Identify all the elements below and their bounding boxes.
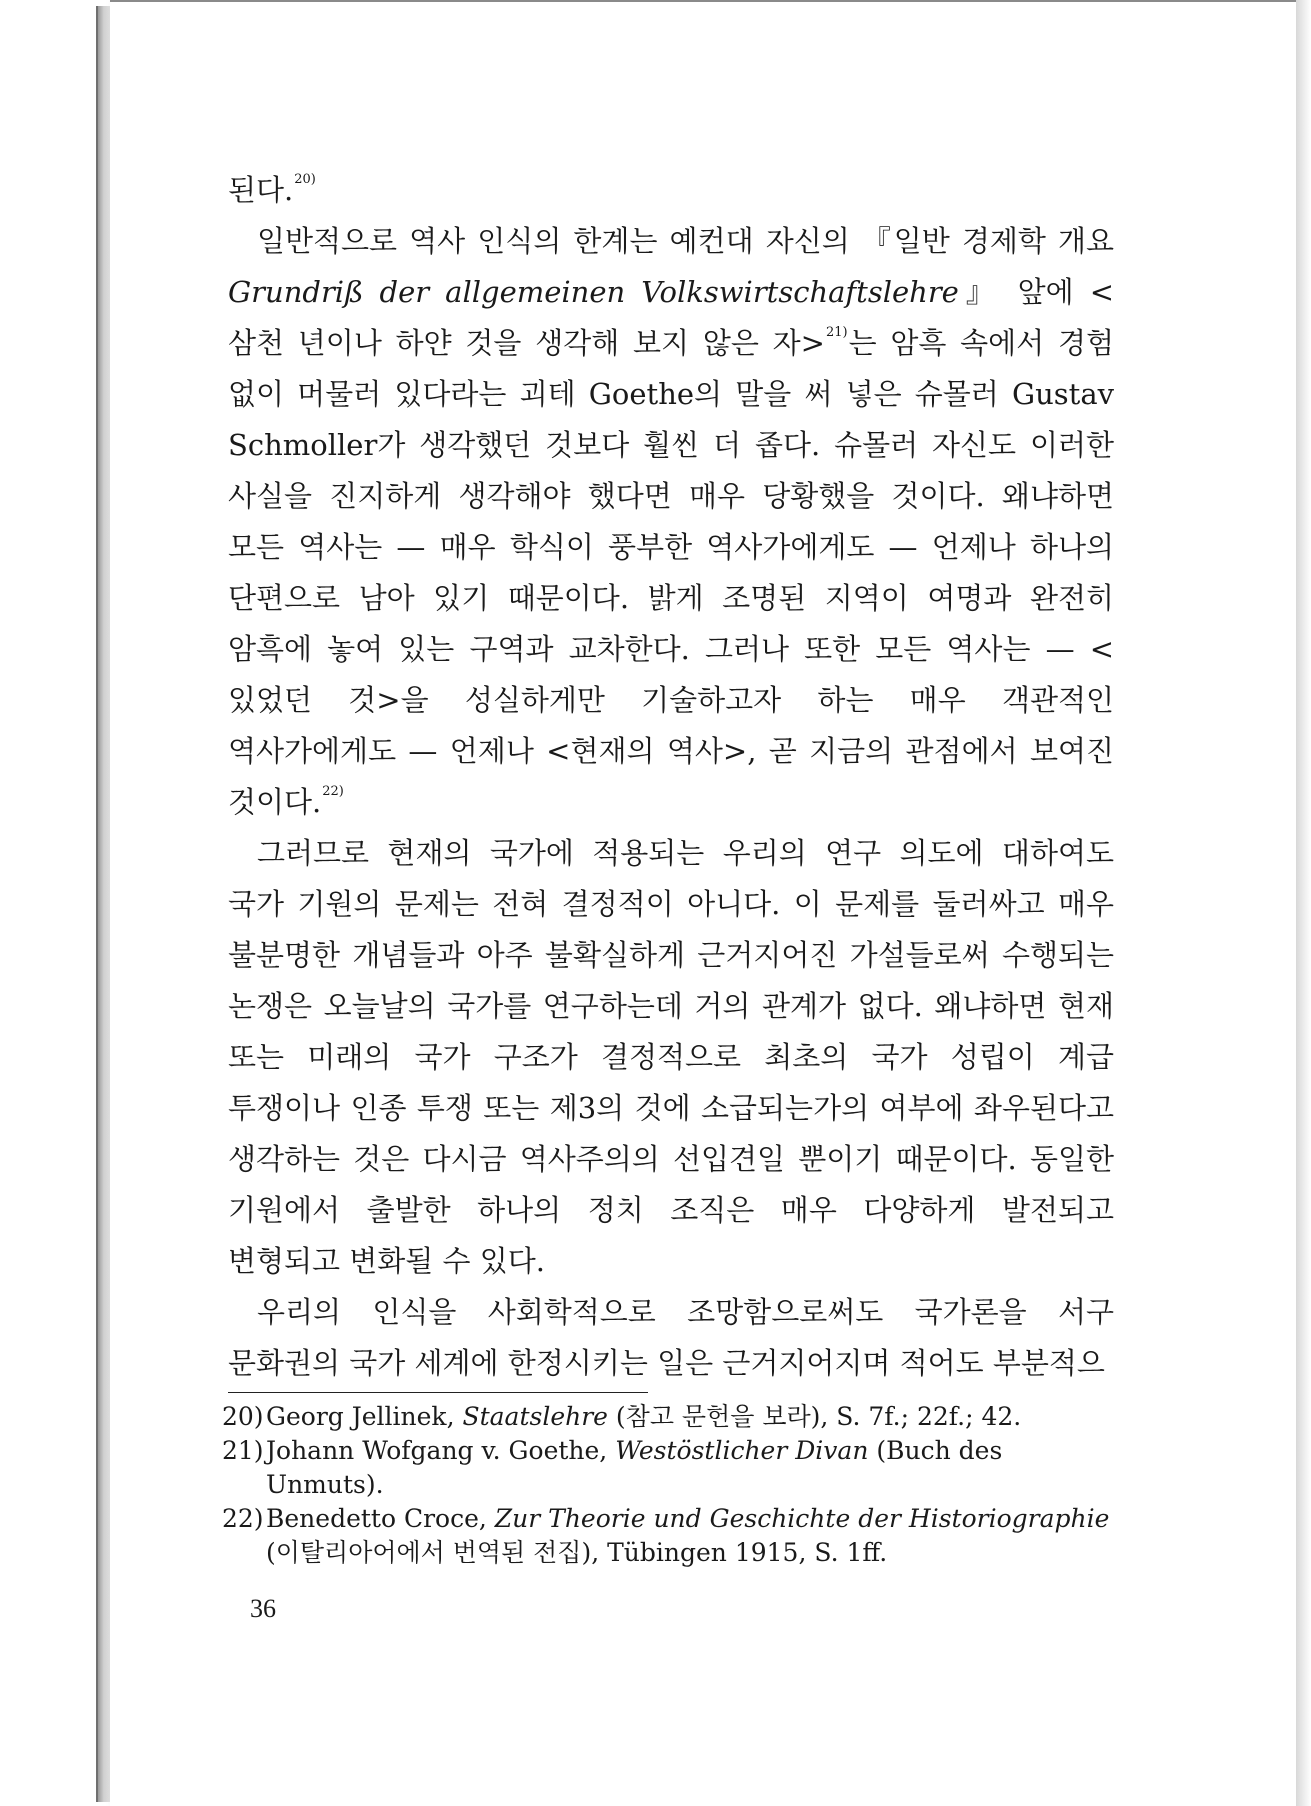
footnote-item [222, 1400, 1122, 1434]
footnote-item [222, 1502, 1122, 1570]
footnotes [222, 1400, 1122, 1570]
italic-title: Zur Theorie und Geschichte der Historiographie [494, 1504, 1110, 1533]
page-number: 36 [250, 1594, 276, 1623]
footnote-ref: 21) [825, 325, 848, 341]
italic-title: Westöstlicher Divan [615, 1436, 869, 1465]
text-run: Georg Jellinek, [266, 1402, 463, 1431]
text-run: 된다. [228, 173, 294, 207]
paragraph [228, 216, 1114, 828]
text-run: Benedetto Croce, [266, 1504, 495, 1533]
footnote-text [266, 1502, 1122, 1570]
text-run: Johann Wofgang v. Goethe, [266, 1436, 616, 1465]
footnote-item [222, 1434, 1122, 1502]
body-text [228, 165, 1114, 1389]
text-run: (참고 문헌을 보라), S. 7f.; 22f.; 42. [607, 1402, 1022, 1431]
text-run: 는 암흑 속에서 경험 없이 머물러 있다라는 괴테 Goethe의 말을 써 넣은 슈몰러 Gustav Schmoller가 생각했던 것보다 훨씬 더 좁다. 슈몰러 자신도 이러한 사실을 진지하게 생각해야 했다면 매우 당황했을 것이다. 왜냐하면 모든 역사는 — 매우 학식이 풍부한 역사가에게도 — 언제나 하나의 단편으로 남아 있기 때문이다. 밝게 조명된 지역이 여명과 완전히 암흑에 놓여 있는 구역과 교차한다. 그러나 또한 모든 역사는 — <있었던 것>을 성실하게만 기술하고자 하는 매우 객관적인 역사가에게도 — 언제나 <현재의 역사>, 곧 지금의 관점에서 보여진 것이다. [228, 326, 1115, 819]
text-run: (이탈리아어에서 번역된 전집), Tübingen 1915, S. 1ff. [266, 1538, 888, 1567]
paragraph [228, 165, 1114, 216]
footnote-ref: 20) [294, 172, 316, 188]
text-run: 일반적으로 역사 인식의 한계는 예컨대 자신의 『일반 경제학 개요 [257, 224, 1114, 258]
italic-title: Grundriß der allgemeinen Volkswirtschaftslehre [228, 275, 959, 309]
footnote-text [266, 1400, 1122, 1434]
paragraph [228, 1287, 1114, 1389]
footnote-ref: 22) [322, 784, 344, 800]
text-run: 』 앞에 <삼천 년이나 하얀 것을 생각해 보지 않은 자> [228, 275, 1114, 360]
paragraph [228, 828, 1114, 1287]
text-run: 그러므로 현재의 국가에 적용되는 우리의 연구 의도에 대하여도 국가 기원의 문제는 전혀 결정적이 아니다. 이 문제를 둘러싸고 매우 불분명한 개념들과 아주 불확실하게 근거지어진 가설들로써 수행되는 논쟁은 오늘날의 국가를 연구하는데 거의 관계가 없다. 왜냐하면 현재 또는 미래의 국가 구조가 결정적으로 최초의 국가 성립이 계급 투쟁이나 인종 투쟁 또는 제3의 것에 소급되는가의 여부에 좌우된다고 생각하는 것은 다시금 역사주의의 선입견일 뿐이기 때문이다. 동일한 기원에서 출발한 하나의 정치 조직은 매우 다양하게 발전되고 변형되고 변화될 수 있다. [228, 836, 1114, 1278]
text-run: (Buch des Unmuts). [266, 1436, 1003, 1499]
italic-title: Staatslehre [462, 1402, 608, 1431]
footnote-number: 21) [222, 1436, 264, 1465]
text-run: 우리의 인식을 사회학적으로 조망함으로써도 국가론을 서구 문화권의 국가 세계에 한정시키는 일은 근거지어지며 적어도 부분적으 [228, 1295, 1114, 1380]
footnote-divider [228, 1392, 648, 1393]
footnote-text [266, 1434, 1122, 1502]
footnote-number: 20) [222, 1402, 264, 1431]
page-right-shadow [1296, 0, 1311, 1806]
footnote-number: 22) [222, 1504, 264, 1533]
